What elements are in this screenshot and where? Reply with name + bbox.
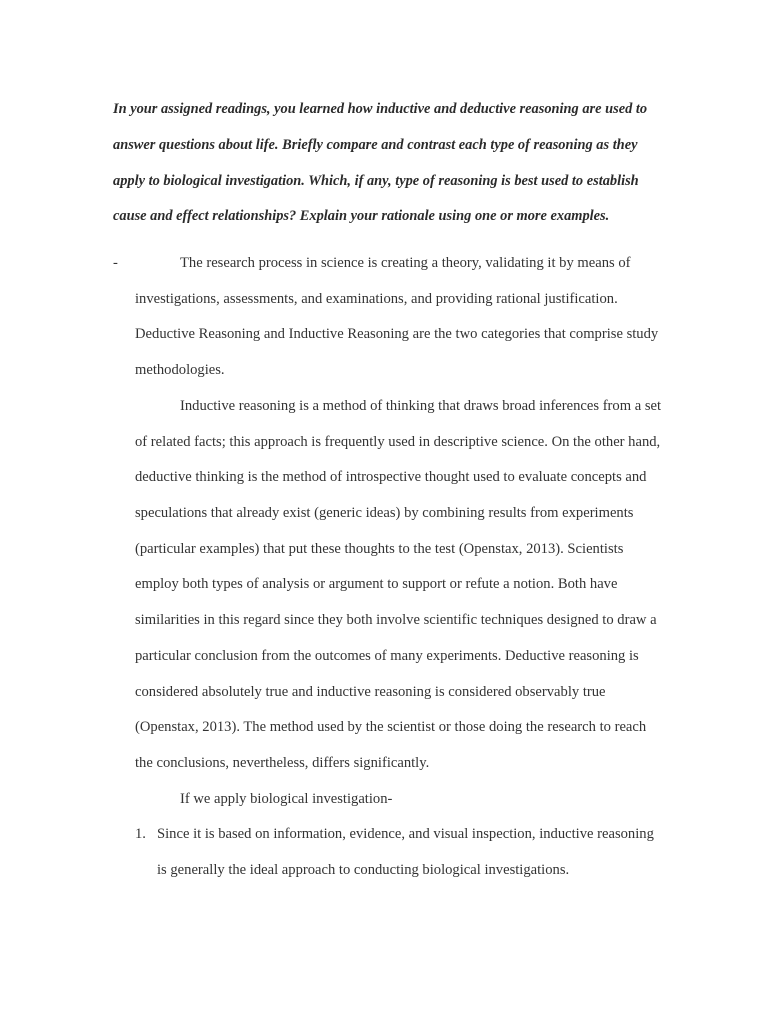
question-line: apply to biological investigation. Which, if any, type of reasoning is best used to establish: [113, 172, 639, 189]
paragraph-line: employ both types of analysis or argument to support or refute a notion. Both have: [135, 576, 618, 592]
paragraph-line: speculations that already exist (generic ideas) by combining results from experiments: [135, 505, 634, 521]
paragraph-line: considered absolutely true and inductive reasoning is considered observably true: [135, 684, 606, 700]
paragraph-line: deductive thinking is the method of introspective thought used to evaluate concepts and: [135, 469, 647, 485]
question-prompt: [113, 92, 713, 235]
paragraph-line: (Openstax, 2013). The method used by the scientist or those doing the research to reach: [135, 719, 647, 735]
question-line: answer questions about life. Briefly compare and contrast each type of reasoning as they: [113, 136, 638, 153]
paragraph-line: The research process in science is creating a theory, validating it by means of: [180, 255, 631, 271]
bullet-dash: -: [113, 255, 118, 271]
paragraph-line: similarities in this regard since they both involve scientific techniques designed to draw a: [135, 612, 657, 628]
paragraph-line: If we apply biological investigation-: [180, 791, 393, 807]
paragraph-line: the conclusions, nevertheless, differs significantly.: [135, 755, 430, 771]
paragraph-line: methodologies.: [135, 362, 225, 378]
list-number: 1.: [135, 826, 146, 842]
paragraph-line: Deductive Reasoning and Inductive Reasoning are the two categories that comprise study: [135, 326, 659, 342]
paragraph-line: of related facts; this approach is frequently used in descriptive science. On the other hand,: [135, 434, 661, 450]
paragraph-line: investigations, assessments, and examinations, and providing rational justification.: [135, 291, 618, 307]
question-line: In your assigned readings, you learned how inductive and deductive reasoning are used to: [113, 101, 648, 117]
question-line: cause and effect relationships? Explain your rationale using one or more examples.: [113, 208, 610, 225]
paragraph-line: (particular examples) that put these thoughts to the test (Openstax, 2013). Scientists: [135, 541, 624, 557]
paragraph-line: Inductive reasoning is a method of thinking that draws broad inferences from a set: [180, 398, 662, 414]
paragraph-line: particular conclusion from the outcomes of many experiments. Deductive reasoning is: [135, 648, 639, 664]
list-item-line: Since it is based on information, evidence, and visual inspection, inductive reasoning: [157, 826, 654, 842]
list-item-line: is generally the ideal approach to conducting biological investigations.: [157, 862, 570, 878]
